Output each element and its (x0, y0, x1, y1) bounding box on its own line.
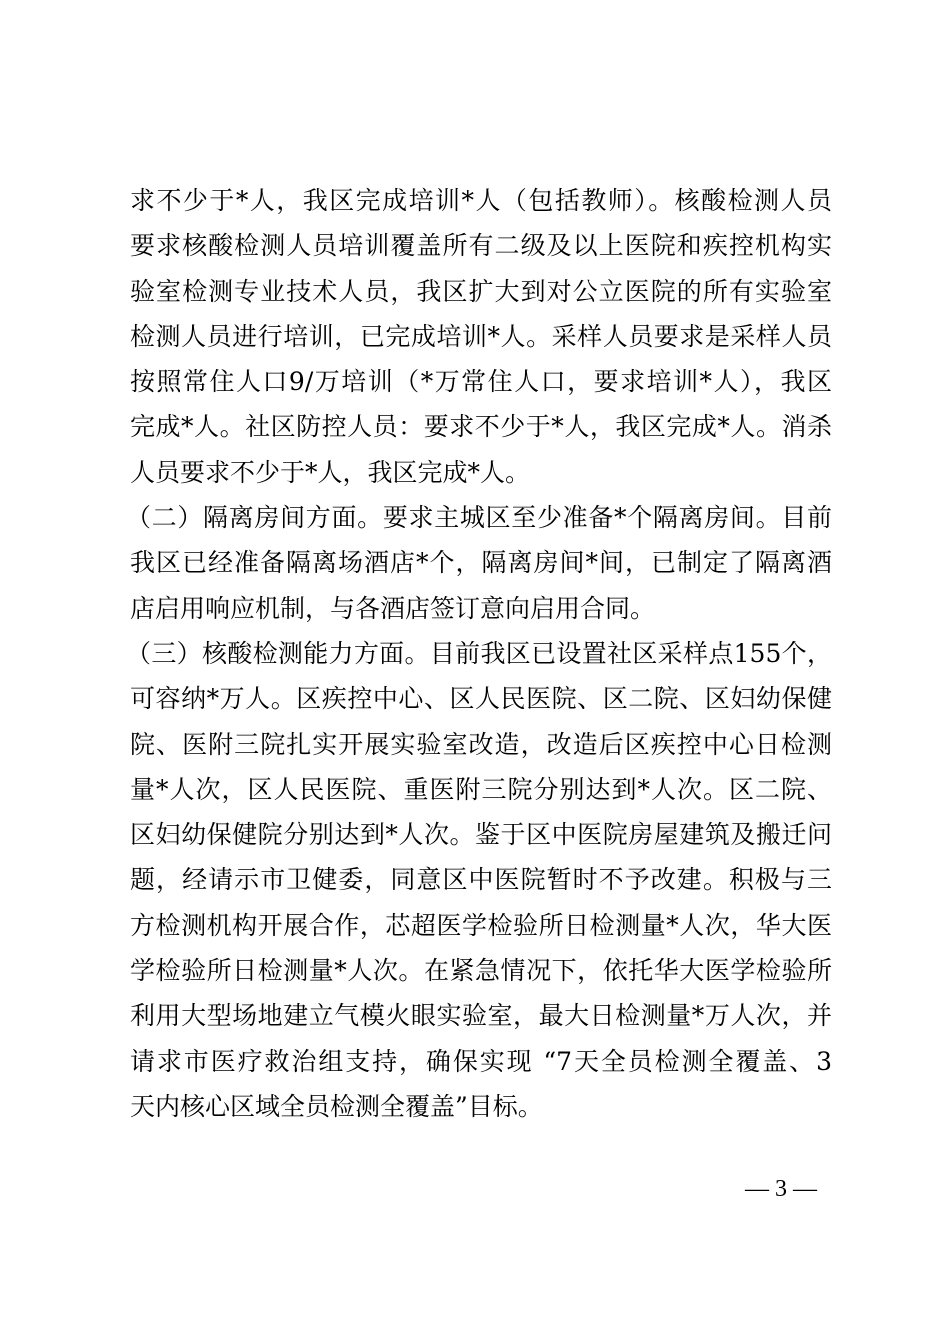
text-line: 区妇幼保健院分别达到*人次。鉴于区中医院房屋建筑及搬迁问 (130, 820, 832, 850)
text-line: 请求市医疗救治组支持，确保实现 “7天全员检测全覆盖、3 (130, 1046, 832, 1076)
text-line: 题，经请示市卫健委，同意区中医院暂时不予改建。积极与三 (130, 865, 832, 895)
text-line: 可容纳*万人。区疾控中心、区人民医院、区二院、区妇幼保健 (130, 684, 832, 714)
text-line: 利用大型场地建立气模火眼实验室，最大日检测量*万人次，并 (130, 1001, 832, 1031)
section-heading-line: （三）核酸检测能力方面。目前我区已设置社区采样点155个， (126, 638, 832, 668)
text-line: 求不少于*人，我区完成培训*人（包括教师）。核酸检测人员 (130, 186, 832, 215)
text-line: 我区已经准备隔离场酒店*个，隔离房间*间，已制定了隔离酒 (130, 548, 832, 578)
text-line: 量*人次，区人民医院、重医附三院分别达到*人次。区二院、 (130, 774, 832, 804)
text-line: 验室检测专业技术人员，我区扩大到对公立医院的所有实验室 (130, 276, 832, 306)
text-line: 检测人员进行培训，已完成培训*人。采样人员要求是采样人员 (130, 321, 832, 351)
text-line: 方检测机构开展合作，芯超医学检验所日检测量*人次，华大医 (130, 910, 832, 940)
text-line: 要求核酸检测人员培训覆盖所有二级及以上医院和疾控机构实 (130, 231, 832, 261)
text-line: 天内核心区域全员检测全覆盖”目标。 (130, 1091, 543, 1121)
text-line: 店启用响应机制，与各酒店签订意向启用合同。 (130, 593, 656, 623)
text-line: 按照常住人口9/万培训（*万常住人口，要求培训*人），我区 (130, 367, 832, 397)
page-number: — 3 — (745, 1176, 817, 1202)
text-line: 院、医附三院扎实开展实验室改造，改造后区疾控中心日检测 (130, 729, 832, 759)
document-body (126, 178, 832, 1129)
text-line: 学检验所日检测量*人次。在紧急情况下，依托华大医学检验所 (130, 956, 832, 986)
text-line: 人员要求不少于*人，我区完成*人。 (130, 457, 531, 487)
text-line: 完成*人。社区防控人员：要求不少于*人，我区完成*人。消杀 (130, 412, 832, 442)
section-heading-line: （二）隔离房间方面。要求主城区至少准备*个隔离房间。目前 (126, 503, 832, 533)
